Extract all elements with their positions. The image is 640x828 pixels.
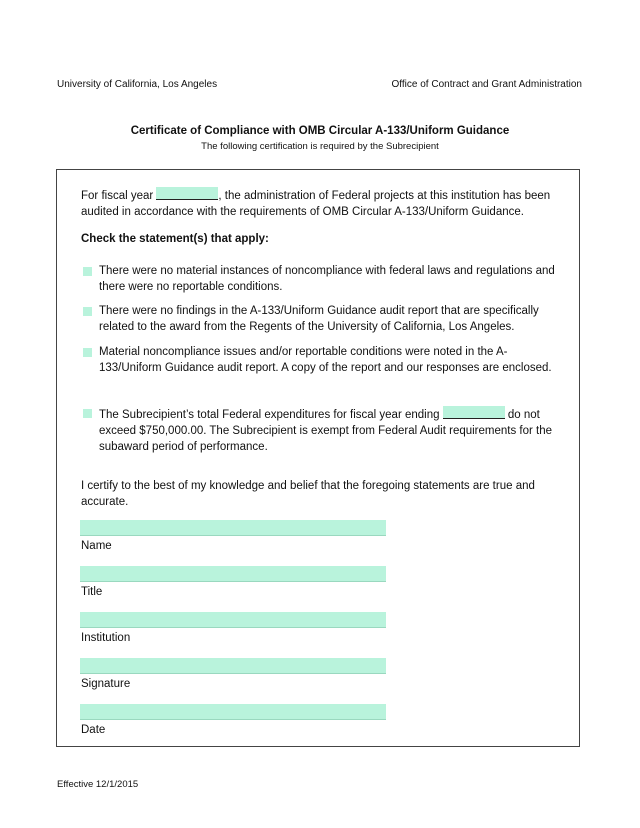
- fiscal-year-field[interactable]: [156, 187, 218, 200]
- fiscal-year-ending-field[interactable]: [443, 406, 505, 419]
- institution-label: Institution: [81, 632, 131, 644]
- statement-checkbox-3[interactable]: [83, 348, 92, 357]
- date-label: Date: [81, 724, 106, 736]
- option4-suffix: do not exceed $750,000.00. The Subrecipient is exempt from Federal Audit requirements for the subaward period of performance.: [99, 409, 553, 453]
- name-input[interactable]: [80, 520, 386, 536]
- statement-text-4: [99, 405, 561, 455]
- statement-checkbox-4[interactable]: [83, 409, 92, 418]
- header-office: Office of Contract and Grant Administration: [391, 79, 582, 90]
- header-university: University of California, Los Angeles: [57, 79, 218, 90]
- statement-checkbox-1[interactable]: [83, 267, 92, 276]
- statement-text-3: Material noncompliance issues and/or reportable conditions were noted in the A-133/Uniform Guidance audit report. A copy of the report and our responses are enclosed.: [99, 346, 552, 374]
- date-input[interactable]: [80, 704, 386, 720]
- statement-option-2: [81, 303, 561, 335]
- effective-date-footer: Effective 12/1/2015: [57, 779, 139, 790]
- signature-input[interactable]: [80, 658, 386, 674]
- option4-prefix: The Subrecipient’s total Federal expenditures for fiscal year ending: [99, 409, 443, 421]
- document-title: Certificate of Compliance with OMB Circular A-133/Uniform Guidance: [130, 125, 510, 137]
- check-heading: Check the statement(s) that apply:: [81, 233, 269, 245]
- statement-checkbox-2[interactable]: [83, 307, 92, 316]
- statement-option-4: [81, 405, 561, 455]
- certify-statement: I certify to the best of my knowledge and belief that the foregoing statements are true and accurate.: [81, 480, 535, 508]
- statement-option-3: [81, 344, 561, 376]
- statement-option-1: [81, 263, 561, 295]
- document-subtitle: The following certification is required by the Subrecipient: [201, 141, 439, 152]
- statement-text-2: There were no findings in the A-133/Uniform Guidance audit report that are specifically related to the award from the Regents of the University of California, Los Angeles.: [99, 305, 539, 333]
- statement-text-1: There were no material instances of noncompliance with federal laws and regulations and there were no reportable conditions.: [99, 265, 555, 293]
- intro-suffix: , the administration of Federal projects at this institution has been audited in accordance with the requirements of OMB Circular A-133/Uniform Guidance.: [81, 190, 551, 218]
- institution-input[interactable]: [80, 612, 386, 628]
- signature-label: Signature: [81, 678, 131, 690]
- intro-prefix: For fiscal year: [81, 190, 157, 202]
- intro-paragraph: [81, 186, 561, 220]
- title-input[interactable]: [80, 566, 386, 582]
- title-label: Title: [81, 586, 103, 598]
- name-label: Name: [81, 540, 112, 552]
